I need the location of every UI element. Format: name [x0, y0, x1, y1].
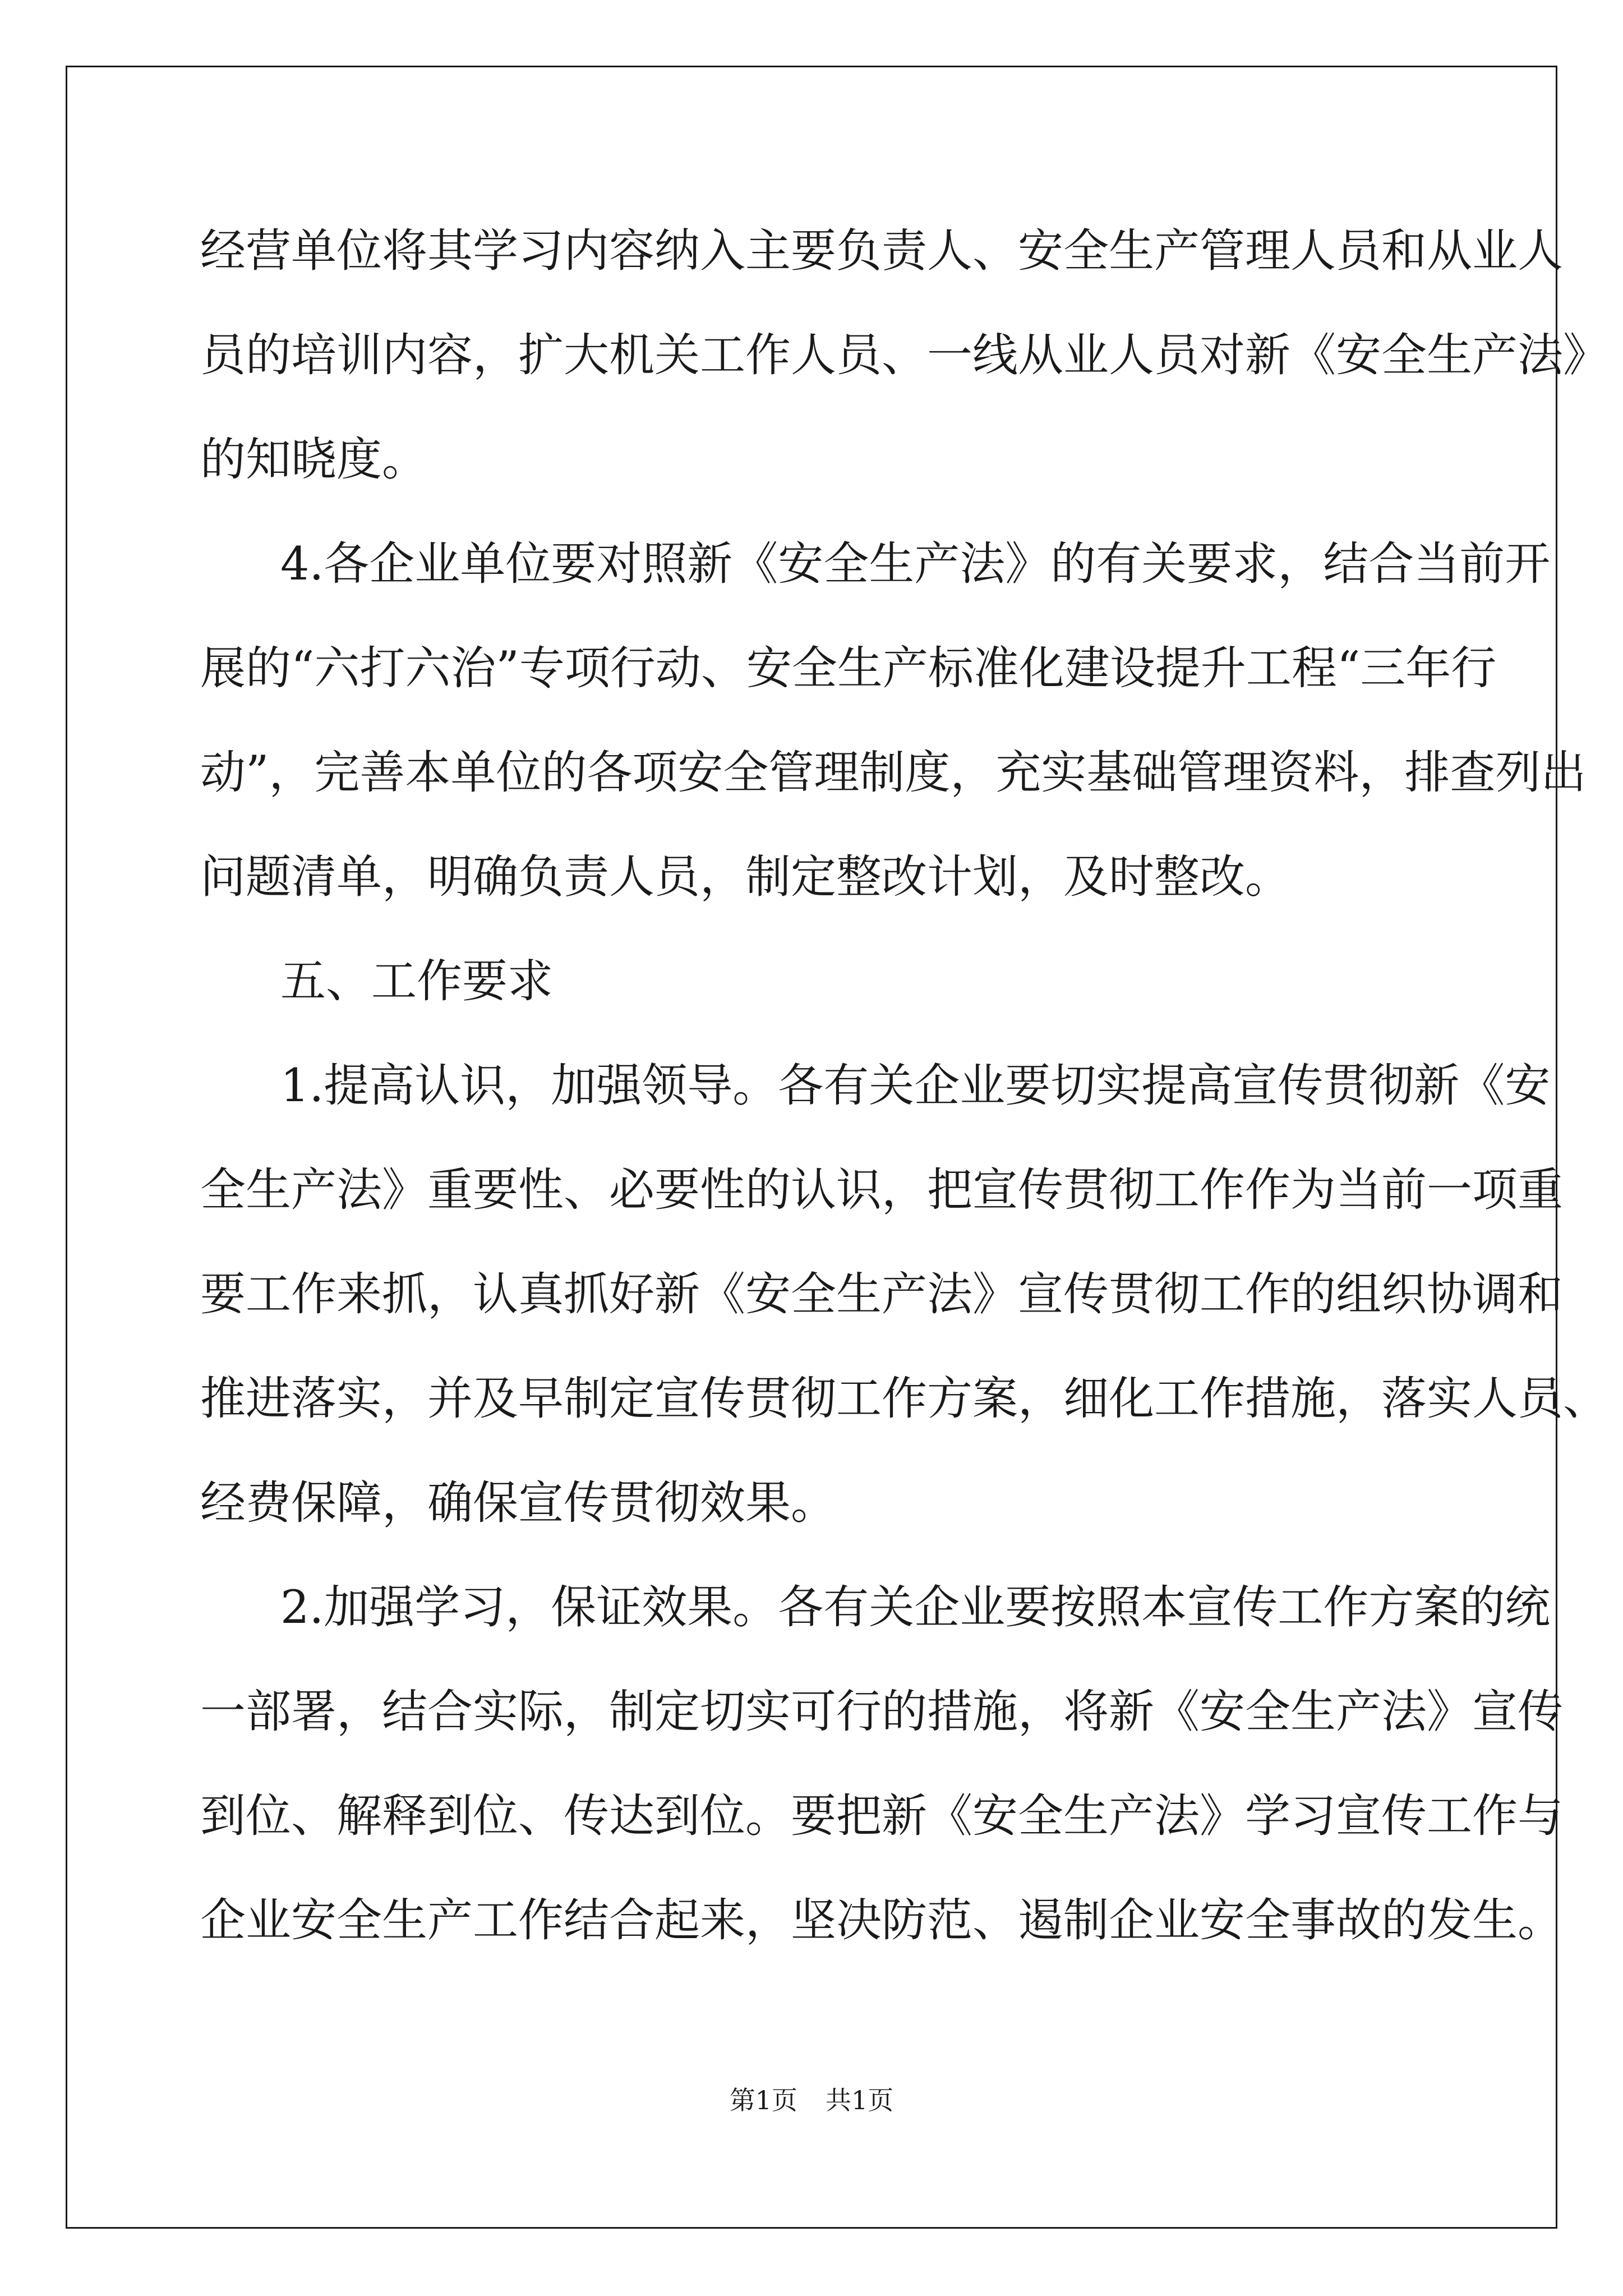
text-line: 动”，完善本单位的各项安全管理制度，充实基础管理资料，排查列出 [200, 747, 1587, 799]
text-line: 到位、解释到位、传达到位。要把新《安全生产法》学习宣传工作与 [200, 1790, 1564, 1843]
text-line: 企业安全生产工作结合起来，坚决防范、遏制企业安全事故的发生。 [200, 1894, 1564, 1947]
page-number: 第1页 [729, 2085, 797, 2115]
text-line: 2.加强学习，保证效果。各有关企业要按照本宣传工作方案的统 [280, 1581, 1551, 1634]
text-line: 的知晓度。 [200, 434, 428, 486]
text-line: 员的培训内容，扩大机关工作人员、一线从业人员对新《安全生产法》 [200, 329, 1609, 382]
text-line: 推进落实，并及早制定宣传贯彻工作方案，细化工作措施，落实人员、 [200, 1373, 1609, 1425]
text-line: 要工作来抓，认真抓好新《安全生产法》宣传贯彻工作的组织协调和 [200, 1268, 1564, 1321]
section-heading: 五、工作要求 [280, 955, 554, 1008]
text-line: 经营单位将其学习内容纳入主要负责人、安全生产管理人员和从业人 [200, 225, 1564, 278]
text-line: 经费保障，确保宣传贯彻效果。 [200, 1477, 837, 1530]
text-line: 4.各企业单位要对照新《安全生产法》的有关要求，结合当前开 [280, 538, 1551, 591]
text-line: 问题清单，明确负责人员，制定整改计划，及时整改。 [200, 851, 1291, 904]
text-line: 全生产法》重要性、必要性的认识，把宣传贯彻工作作为当前一项重 [200, 1164, 1564, 1217]
page-total: 共1页 [826, 2085, 894, 2115]
text-line: 展的“六打六治”专项行动、安全生产标准化建设提升工程“三年行 [200, 642, 1497, 695]
page-footer [0, 2083, 1623, 2117]
text-line: 一部署，结合实际，制定切实可行的措施，将新《安全生产法》宣传 [200, 1686, 1564, 1738]
text-line: 1.提高认识，加强领导。各有关企业要切实提高宣传贯彻新《安 [280, 1060, 1551, 1112]
